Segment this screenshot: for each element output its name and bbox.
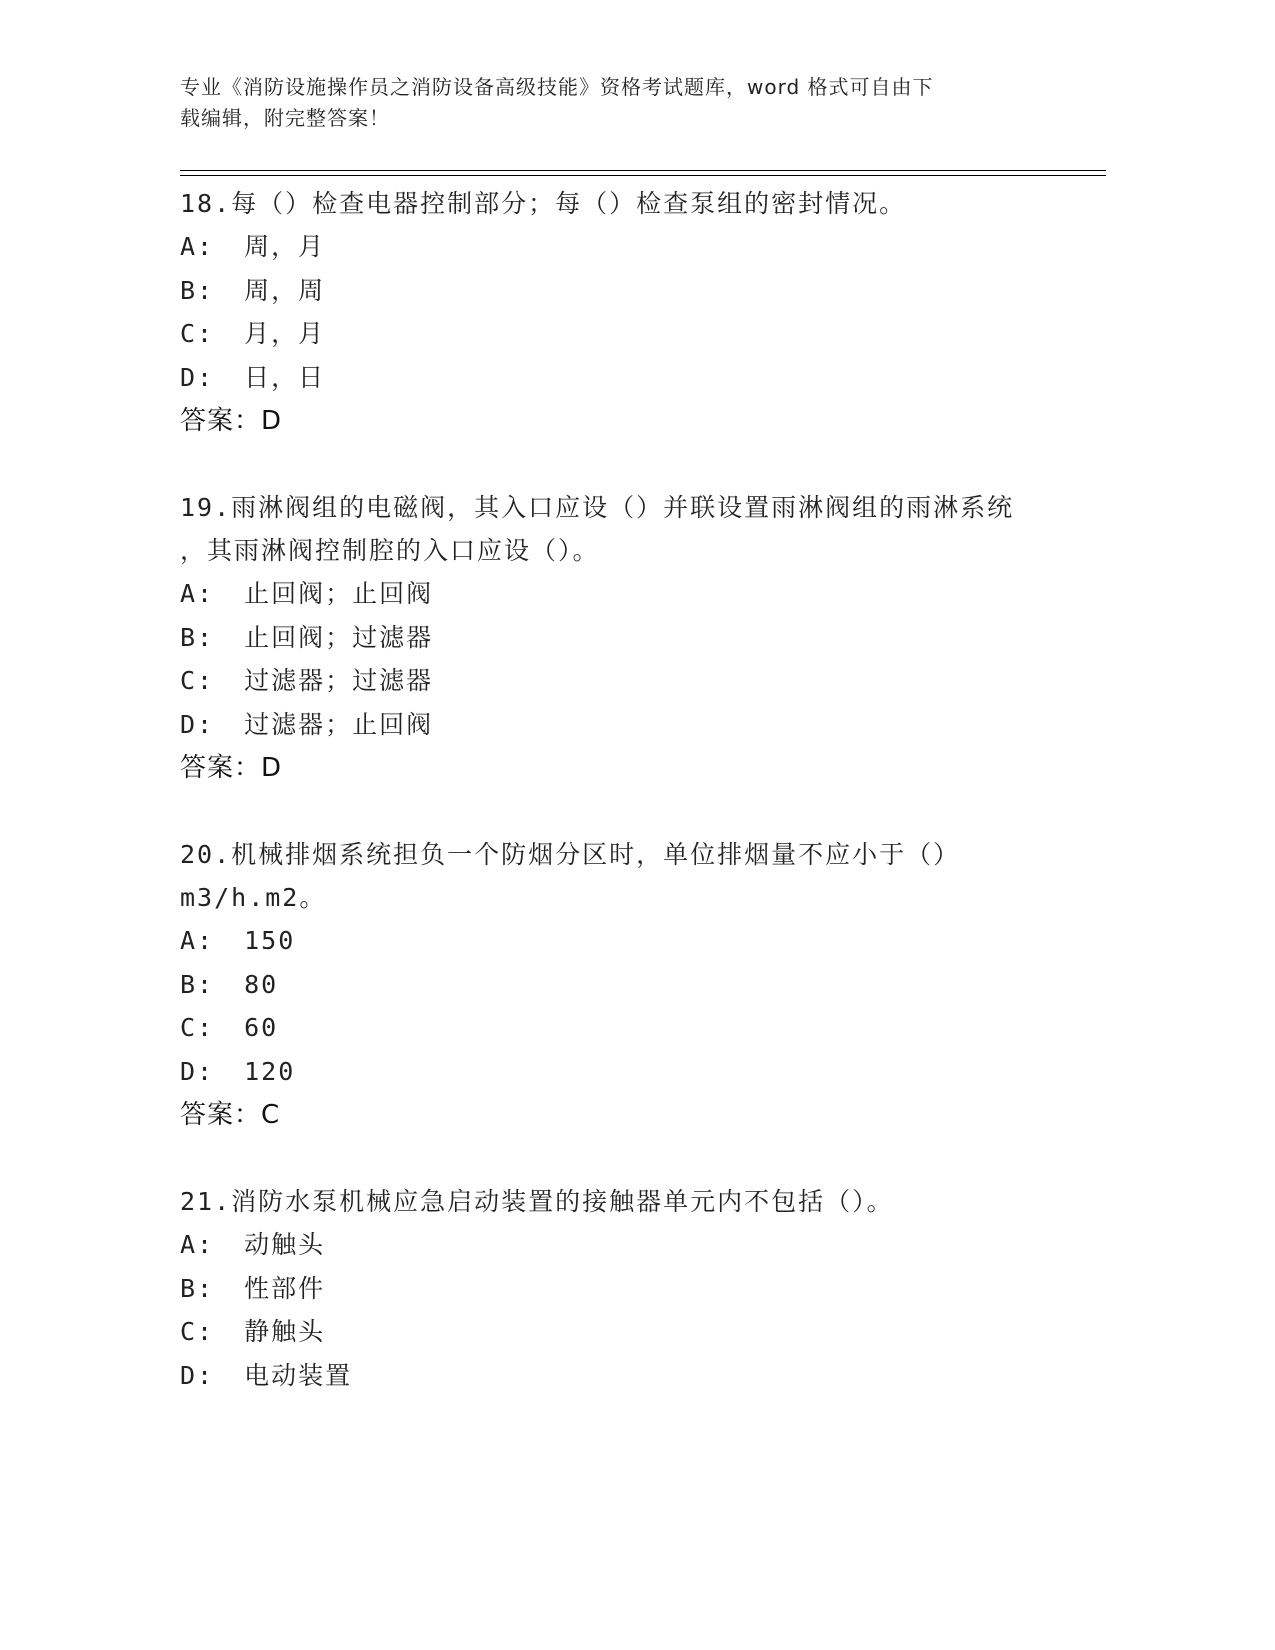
option-spacer: [214, 703, 244, 747]
option-text: 60: [244, 1013, 279, 1042]
answer-option: [180, 1050, 1080, 1094]
option-letter: B:: [180, 275, 215, 305]
option-text: 电动装置: [244, 1360, 353, 1390]
answer-key: 答案：D: [180, 753, 283, 783]
option-letter: A:: [180, 579, 215, 608]
header-divider-bottom: [180, 175, 1106, 176]
option-letter: C:: [180, 666, 215, 695]
question-block: [180, 182, 1080, 443]
header-divider-top: [180, 170, 1106, 171]
option-spacer: [214, 1223, 244, 1267]
option-letter: C:: [180, 1317, 215, 1346]
option-letter: D:: [180, 362, 215, 392]
option-letter: B:: [180, 1273, 215, 1303]
option-spacer: [214, 356, 244, 400]
option-spacer: [214, 616, 244, 660]
answer-option: [180, 1223, 1080, 1267]
option-text: 周，月: [244, 232, 326, 261]
option-letter: D:: [180, 709, 215, 739]
option-spacer: [214, 572, 244, 616]
option-text: 过滤器；止回阀: [244, 709, 434, 739]
answer-option: [180, 572, 1080, 616]
option-letter: A:: [180, 926, 215, 955]
option-text: 120: [244, 1056, 296, 1086]
option-text: 80: [244, 969, 279, 999]
answer-key: 答案：C: [180, 1100, 281, 1130]
header-line-1: 专业《消防设施操作员之消防设备高级技能》资格考试题库，word 格式可自由下: [180, 75, 934, 99]
option-spacer: [214, 919, 244, 963]
option-text: 过滤器；过滤器: [244, 666, 434, 695]
question-block: [180, 1180, 1080, 1397]
option-text: 周，周: [244, 275, 326, 305]
question-stem-line: 21.消防水泵机械应急启动装置的接触器单元内不包括（）。: [180, 1187, 894, 1216]
question-block: [180, 833, 1080, 1137]
option-text: 静触头: [244, 1317, 326, 1346]
answer-option: [180, 919, 1080, 963]
answer-option: [180, 1267, 1080, 1311]
option-text: 止回阀；止回阀: [244, 579, 434, 608]
option-text: 月，月: [244, 319, 326, 348]
question-list: [180, 182, 1080, 1440]
answer-option: [180, 225, 1080, 269]
answer-option: [180, 1006, 1080, 1050]
option-spacer: [214, 1354, 244, 1398]
option-spacer: [214, 1267, 244, 1311]
question-block: [180, 486, 1080, 790]
question-stem-line: ，其雨淋阀控制腔的入口应设（）。: [180, 536, 600, 565]
answer-option: [180, 1310, 1080, 1354]
question-stem-line: 19.雨淋阀组的电磁阀，其入口应设（）并联设置雨淋阀组的雨淋系统: [180, 493, 1015, 522]
answer-option: [180, 312, 1080, 356]
option-spacer: [214, 1006, 244, 1050]
answer-key: 答案：D: [180, 406, 283, 436]
option-text: 动触头: [244, 1230, 326, 1259]
option-letter: D:: [180, 1360, 215, 1390]
option-spacer: [214, 225, 244, 269]
option-text: 150: [244, 926, 296, 955]
answer-option: [180, 269, 1080, 313]
option-text: 止回阀；过滤器: [244, 622, 434, 652]
option-spacer: [214, 1310, 244, 1354]
option-letter: A:: [180, 1230, 215, 1259]
document-header: [180, 72, 1040, 134]
answer-option: [180, 616, 1080, 660]
answer-option: [180, 963, 1080, 1007]
option-letter: A:: [180, 232, 215, 261]
option-text: 日，日: [244, 362, 326, 392]
option-spacer: [214, 963, 244, 1007]
question-stem-line: 18.每（）检查电器控制部分；每（）检查泵组的密封情况。: [180, 189, 907, 218]
option-spacer: [214, 312, 244, 356]
option-letter: D:: [180, 1056, 215, 1086]
answer-option: [180, 356, 1080, 400]
option-letter: B:: [180, 622, 215, 652]
option-spacer: [214, 1050, 244, 1094]
header-line-2: 载编辑，附完整答案！: [180, 106, 390, 130]
answer-option: [180, 1354, 1080, 1398]
option-letter: B:: [180, 969, 215, 999]
option-letter: C:: [180, 1013, 215, 1042]
option-text: 性部件: [244, 1273, 326, 1303]
option-spacer: [214, 269, 244, 313]
answer-option: [180, 703, 1080, 747]
option-letter: C:: [180, 319, 215, 348]
question-stem-line: 20.机械排烟系统担负一个防烟分区时，单位排烟量不应小于（）: [180, 840, 961, 869]
question-stem-line: m3/h.m2。: [180, 883, 327, 912]
option-spacer: [214, 659, 244, 703]
answer-option: [180, 659, 1080, 703]
